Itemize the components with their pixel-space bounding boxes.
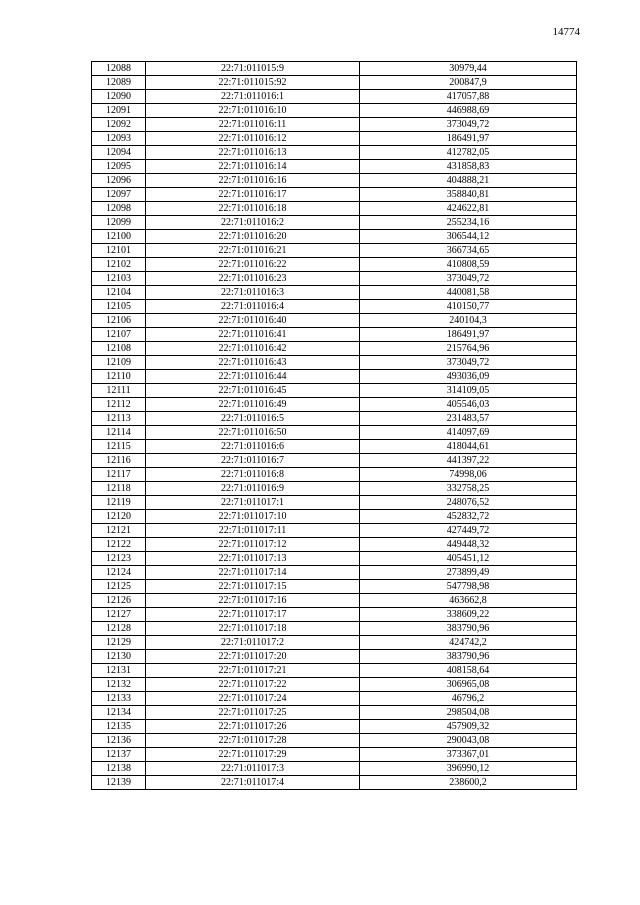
row-number-cell: 12118	[92, 482, 146, 496]
cadastral-number-cell: 22:71:011017:21	[146, 664, 360, 678]
cadastral-value-cell: 452832,72	[360, 510, 577, 524]
table-body	[92, 62, 577, 790]
row-number-cell: 12101	[92, 244, 146, 258]
cadastral-value-cell: 373049,72	[360, 118, 577, 132]
cadastral-value-cell: 446988,69	[360, 104, 577, 118]
table-row	[92, 146, 577, 160]
table-row	[92, 90, 577, 104]
cadastral-number-cell: 22:71:011017:26	[146, 720, 360, 734]
cadastral-value-cell: 441397,22	[360, 454, 577, 468]
cadastral-value-table	[91, 61, 577, 790]
cadastral-number-cell: 22:71:011016:13	[146, 146, 360, 160]
cadastral-number-cell: 22:71:011017:17	[146, 608, 360, 622]
row-number-cell: 12123	[92, 552, 146, 566]
table-row	[92, 664, 577, 678]
cadastral-value-cell: 306544,12	[360, 230, 577, 244]
cadastral-number-cell: 22:71:011017:15	[146, 580, 360, 594]
cadastral-value-cell: 417057,88	[360, 90, 577, 104]
cadastral-number-cell: 22:71:011016:3	[146, 286, 360, 300]
row-number-cell: 12114	[92, 426, 146, 440]
table-row	[92, 692, 577, 706]
cadastral-value-cell: 273899,49	[360, 566, 577, 580]
row-number-cell: 12121	[92, 524, 146, 538]
cadastral-value-cell: 383790,96	[360, 650, 577, 664]
row-number-cell: 12108	[92, 342, 146, 356]
row-number-cell: 12137	[92, 748, 146, 762]
row-number-cell: 12097	[92, 188, 146, 202]
cadastral-value-cell: 255234,16	[360, 216, 577, 230]
row-number-cell: 12128	[92, 622, 146, 636]
row-number-cell: 12102	[92, 258, 146, 272]
row-number-cell: 12107	[92, 328, 146, 342]
table-row	[92, 468, 577, 482]
cadastral-number-cell: 22:71:011016:23	[146, 272, 360, 286]
cadastral-number-cell: 22:71:011017:24	[146, 692, 360, 706]
table-row	[92, 566, 577, 580]
row-number-cell: 12122	[92, 538, 146, 552]
table-row	[92, 356, 577, 370]
cadastral-number-cell: 22:71:011017:29	[146, 748, 360, 762]
cadastral-value-cell: 332758,25	[360, 482, 577, 496]
table-row	[92, 132, 577, 146]
cadastral-value-cell: 74998,06	[360, 468, 577, 482]
row-number-cell: 12115	[92, 440, 146, 454]
cadastral-number-cell: 22:71:011016:17	[146, 188, 360, 202]
row-number-cell: 12112	[92, 398, 146, 412]
table-row	[92, 650, 577, 664]
row-number-cell: 12119	[92, 496, 146, 510]
cadastral-value-cell: 405451,12	[360, 552, 577, 566]
cadastral-value-cell: 240104,3	[360, 314, 577, 328]
row-number-cell: 12104	[92, 286, 146, 300]
table-row	[92, 608, 577, 622]
cadastral-value-cell: 431858,83	[360, 160, 577, 174]
cadastral-number-cell: 22:71:011016:16	[146, 174, 360, 188]
cadastral-number-cell: 22:71:011016:1	[146, 90, 360, 104]
table-row	[92, 734, 577, 748]
row-number-cell: 12094	[92, 146, 146, 160]
table-row	[92, 342, 577, 356]
row-number-cell: 12109	[92, 356, 146, 370]
cadastral-number-cell: 22:71:011017:22	[146, 678, 360, 692]
table-row	[92, 412, 577, 426]
page-number: 14774	[552, 26, 580, 38]
table-row	[92, 552, 577, 566]
cadastral-number-cell: 22:71:011017:18	[146, 622, 360, 636]
table-row	[92, 202, 577, 216]
table-row	[92, 454, 577, 468]
row-number-cell: 12138	[92, 762, 146, 776]
cadastral-number-cell: 22:71:011017:11	[146, 524, 360, 538]
row-number-cell: 12103	[92, 272, 146, 286]
cadastral-number-cell: 22:71:011016:2	[146, 216, 360, 230]
cadastral-value-cell: 373049,72	[360, 356, 577, 370]
cadastral-number-cell: 22:71:011016:49	[146, 398, 360, 412]
table-row	[92, 720, 577, 734]
row-number-cell: 12125	[92, 580, 146, 594]
table-row	[92, 328, 577, 342]
cadastral-number-cell: 22:71:011016:9	[146, 482, 360, 496]
table-row	[92, 636, 577, 650]
table-row	[92, 76, 577, 90]
cadastral-number-cell: 22:71:011017:1	[146, 496, 360, 510]
cadastral-value-cell: 186491,97	[360, 132, 577, 146]
row-number-cell: 12135	[92, 720, 146, 734]
cadastral-number-cell: 22:71:011017:20	[146, 650, 360, 664]
row-number-cell: 12132	[92, 678, 146, 692]
table-row	[92, 314, 577, 328]
cadastral-value-cell: 449448,32	[360, 538, 577, 552]
table-row	[92, 384, 577, 398]
cadastral-value-cell: 410808,59	[360, 258, 577, 272]
cadastral-number-cell: 22:71:011017:2	[146, 636, 360, 650]
cadastral-value-cell: 396990,12	[360, 762, 577, 776]
cadastral-number-cell: 22:71:011016:22	[146, 258, 360, 272]
row-number-cell: 12116	[92, 454, 146, 468]
table-row	[92, 482, 577, 496]
table-row	[92, 244, 577, 258]
cadastral-number-cell: 22:71:011016:4	[146, 300, 360, 314]
row-number-cell: 12133	[92, 692, 146, 706]
cadastral-number-cell: 22:71:011017:4	[146, 776, 360, 790]
cadastral-value-cell: 30979,44	[360, 62, 577, 76]
table-row	[92, 496, 577, 510]
cadastral-number-cell: 22:71:011017:25	[146, 706, 360, 720]
cadastral-value-cell: 366734,65	[360, 244, 577, 258]
table-row	[92, 104, 577, 118]
cadastral-number-cell: 22:71:011017:16	[146, 594, 360, 608]
cadastral-number-cell: 22:71:011017:12	[146, 538, 360, 552]
table-row	[92, 622, 577, 636]
table-row	[92, 762, 577, 776]
cadastral-value-cell: 215764,96	[360, 342, 577, 356]
cadastral-value-cell: 373367,01	[360, 748, 577, 762]
row-number-cell: 12093	[92, 132, 146, 146]
row-number-cell: 12096	[92, 174, 146, 188]
cadastral-value-cell: 290043,08	[360, 734, 577, 748]
cadastral-value-cell: 373049,72	[360, 272, 577, 286]
cadastral-number-cell: 22:71:011016:11	[146, 118, 360, 132]
cadastral-value-cell: 427449,72	[360, 524, 577, 538]
cadastral-value-cell: 410150,77	[360, 300, 577, 314]
cadastral-value-cell: 457909,32	[360, 720, 577, 734]
cadastral-value-cell: 298504,08	[360, 706, 577, 720]
table-row	[92, 594, 577, 608]
cadastral-number-cell: 22:71:011017:3	[146, 762, 360, 776]
cadastral-value-cell: 338609,22	[360, 608, 577, 622]
cadastral-number-cell: 22:71:011016:50	[146, 426, 360, 440]
table-row	[92, 174, 577, 188]
row-number-cell: 12120	[92, 510, 146, 524]
cadastral-number-cell: 22:71:011016:10	[146, 104, 360, 118]
cadastral-value-cell: 493036,09	[360, 370, 577, 384]
cadastral-value-cell: 424742,2	[360, 636, 577, 650]
cadastral-value-cell: 440081,58	[360, 286, 577, 300]
cadastral-number-cell: 22:71:011016:43	[146, 356, 360, 370]
row-number-cell: 12126	[92, 594, 146, 608]
cadastral-number-cell: 22:71:011016:44	[146, 370, 360, 384]
row-number-cell: 12130	[92, 650, 146, 664]
cadastral-value-cell: 404888,21	[360, 174, 577, 188]
cadastral-value-cell: 314109,05	[360, 384, 577, 398]
table-row	[92, 580, 577, 594]
cadastral-value-cell: 547798,98	[360, 580, 577, 594]
table-row	[92, 510, 577, 524]
cadastral-number-cell: 22:71:011016:14	[146, 160, 360, 174]
cadastral-value-cell: 248076,52	[360, 496, 577, 510]
table-row	[92, 748, 577, 762]
cadastral-value-cell: 405546,03	[360, 398, 577, 412]
cadastral-number-cell: 22:71:011016:5	[146, 412, 360, 426]
cadastral-number-cell: 22:71:011016:18	[146, 202, 360, 216]
table-row	[92, 706, 577, 720]
table-row	[92, 230, 577, 244]
row-number-cell: 12089	[92, 76, 146, 90]
row-number-cell: 12136	[92, 734, 146, 748]
cadastral-number-cell: 22:71:011016:40	[146, 314, 360, 328]
cadastral-value-cell: 186491,97	[360, 328, 577, 342]
table-row	[92, 300, 577, 314]
cadastral-number-cell: 22:71:011017:10	[146, 510, 360, 524]
row-number-cell: 12110	[92, 370, 146, 384]
table-row	[92, 286, 577, 300]
cadastral-value-cell: 383790,96	[360, 622, 577, 636]
table-row	[92, 440, 577, 454]
cadastral-value-cell: 200847,9	[360, 76, 577, 90]
cadastral-number-cell: 22:71:011016:42	[146, 342, 360, 356]
row-number-cell: 12092	[92, 118, 146, 132]
cadastral-number-cell: 22:71:011016:8	[146, 468, 360, 482]
cadastral-value-cell: 306965,08	[360, 678, 577, 692]
table-row	[92, 272, 577, 286]
cadastral-value-cell: 231483,57	[360, 412, 577, 426]
table-row	[92, 188, 577, 202]
cadastral-number-cell: 22:71:011015:92	[146, 76, 360, 90]
cadastral-number-cell: 22:71:011016:12	[146, 132, 360, 146]
row-number-cell: 12124	[92, 566, 146, 580]
cadastral-number-cell: 22:71:011017:28	[146, 734, 360, 748]
row-number-cell: 12091	[92, 104, 146, 118]
cadastral-number-cell: 22:71:011016:21	[146, 244, 360, 258]
cadastral-number-cell: 22:71:011016:45	[146, 384, 360, 398]
cadastral-number-cell: 22:71:011016:7	[146, 454, 360, 468]
table-row	[92, 118, 577, 132]
table-row	[92, 398, 577, 412]
cadastral-value-cell: 358840,81	[360, 188, 577, 202]
row-number-cell: 12131	[92, 664, 146, 678]
cadastral-number-cell: 22:71:011017:14	[146, 566, 360, 580]
row-number-cell: 12105	[92, 300, 146, 314]
cadastral-number-cell: 22:71:011016:6	[146, 440, 360, 454]
cadastral-number-cell: 22:71:011016:41	[146, 328, 360, 342]
table-row	[92, 62, 577, 76]
table-row	[92, 216, 577, 230]
table-row	[92, 160, 577, 174]
row-number-cell: 12098	[92, 202, 146, 216]
cadastral-value-cell: 412782,05	[360, 146, 577, 160]
table-row	[92, 678, 577, 692]
cadastral-value-cell: 418044,61	[360, 440, 577, 454]
table-row	[92, 258, 577, 272]
table-row	[92, 776, 577, 790]
row-number-cell: 12111	[92, 384, 146, 398]
cadastral-number-cell: 22:71:011016:20	[146, 230, 360, 244]
table-row	[92, 426, 577, 440]
row-number-cell: 12106	[92, 314, 146, 328]
table-row	[92, 524, 577, 538]
cadastral-value-cell: 414097,69	[360, 426, 577, 440]
row-number-cell: 12129	[92, 636, 146, 650]
row-number-cell: 12113	[92, 412, 146, 426]
row-number-cell: 12117	[92, 468, 146, 482]
row-number-cell: 12090	[92, 90, 146, 104]
cadastral-value-cell: 238600,2	[360, 776, 577, 790]
row-number-cell: 12099	[92, 216, 146, 230]
cadastral-number-cell: 22:71:011015:9	[146, 62, 360, 76]
cadastral-number-cell: 22:71:011017:13	[146, 552, 360, 566]
cadastral-value-cell: 46796,2	[360, 692, 577, 706]
row-number-cell: 12100	[92, 230, 146, 244]
row-number-cell: 12095	[92, 160, 146, 174]
table-row	[92, 538, 577, 552]
row-number-cell: 12139	[92, 776, 146, 790]
table-row	[92, 370, 577, 384]
row-number-cell: 12088	[92, 62, 146, 76]
cadastral-value-cell: 408158,64	[360, 664, 577, 678]
row-number-cell: 12127	[92, 608, 146, 622]
cadastral-value-cell: 424622,81	[360, 202, 577, 216]
cadastral-value-cell: 463662,8	[360, 594, 577, 608]
row-number-cell: 12134	[92, 706, 146, 720]
